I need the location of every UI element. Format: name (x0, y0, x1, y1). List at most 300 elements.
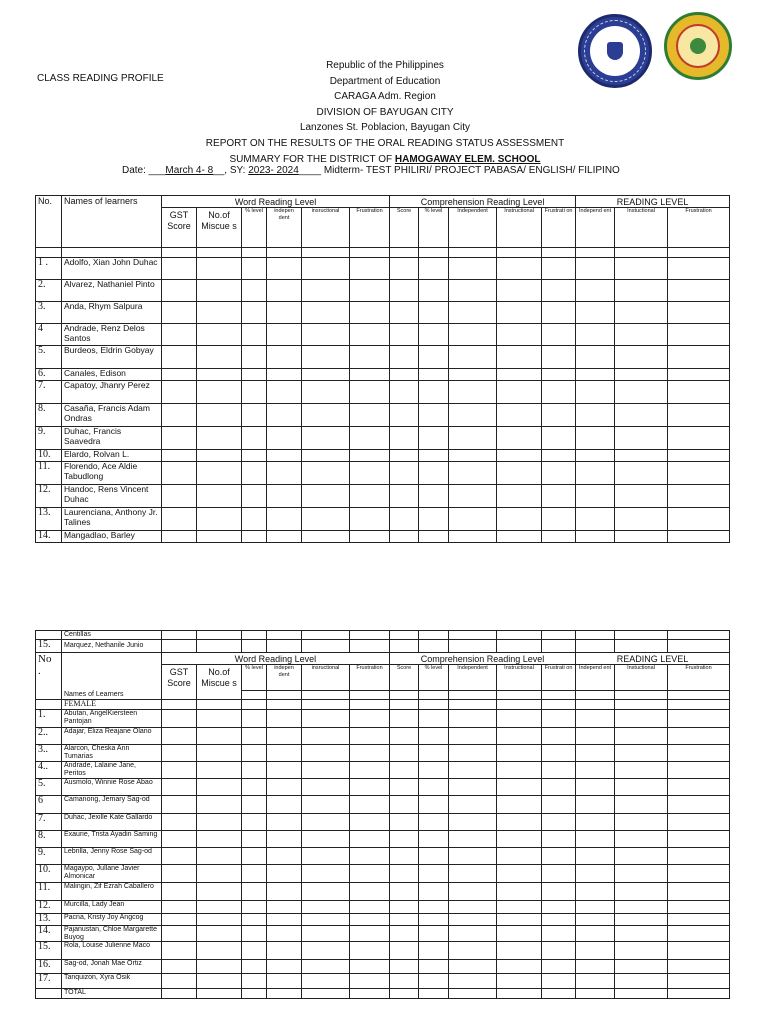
score-cell[interactable] (242, 926, 267, 942)
score-cell[interactable] (449, 710, 497, 728)
score-cell[interactable] (419, 914, 449, 926)
score-cell[interactable] (197, 831, 242, 848)
score-cell[interactable] (542, 901, 576, 914)
score-cell[interactable] (197, 280, 242, 302)
score-cell[interactable] (162, 728, 197, 745)
score-cell[interactable] (390, 462, 419, 485)
score-cell[interactable] (497, 814, 542, 831)
score-cell[interactable] (576, 531, 615, 543)
score-cell[interactable] (542, 728, 576, 745)
score-cell[interactable] (576, 745, 615, 762)
score-cell[interactable] (668, 346, 730, 369)
score-cell[interactable] (449, 280, 497, 302)
score-cell[interactable] (302, 762, 350, 779)
score-cell[interactable] (615, 901, 668, 914)
score-cell[interactable] (197, 302, 242, 324)
score-cell[interactable] (197, 901, 242, 914)
score-cell[interactable] (542, 302, 576, 324)
score-cell[interactable] (350, 745, 390, 762)
score-cell[interactable] (668, 381, 730, 404)
score-cell[interactable] (542, 258, 576, 280)
score-cell[interactable] (576, 280, 615, 302)
score-cell[interactable] (197, 926, 242, 942)
score-cell[interactable] (668, 531, 730, 543)
score-cell[interactable] (267, 848, 302, 865)
score-cell[interactable] (668, 942, 730, 960)
score-cell[interactable] (242, 485, 267, 508)
score-cell[interactable] (576, 427, 615, 450)
score-cell[interactable] (449, 485, 497, 508)
score-cell[interactable] (197, 848, 242, 865)
score-cell[interactable] (162, 914, 197, 926)
score-cell[interactable] (267, 901, 302, 914)
score-cell[interactable] (197, 710, 242, 728)
score-cell[interactable] (197, 324, 242, 346)
score-cell[interactable] (162, 381, 197, 404)
score-cell[interactable] (497, 324, 542, 346)
score-cell[interactable] (350, 280, 390, 302)
score-cell[interactable] (390, 865, 419, 883)
score-cell[interactable] (668, 865, 730, 883)
score-cell[interactable] (197, 960, 242, 974)
score-cell[interactable] (162, 779, 197, 796)
score-cell[interactable] (615, 280, 668, 302)
score-cell[interactable] (242, 762, 267, 779)
score-cell[interactable] (302, 258, 350, 280)
score-cell[interactable] (615, 369, 668, 381)
score-cell[interactable] (497, 779, 542, 796)
score-cell[interactable] (542, 914, 576, 926)
score-cell[interactable] (350, 728, 390, 745)
score-cell[interactable] (197, 883, 242, 901)
score-cell[interactable] (497, 728, 542, 745)
score-cell[interactable] (419, 710, 449, 728)
score-cell[interactable] (576, 814, 615, 831)
score-cell[interactable] (497, 508, 542, 531)
score-cell[interactable] (267, 926, 302, 942)
score-cell[interactable] (162, 865, 197, 883)
score-cell[interactable] (197, 258, 242, 280)
score-cell[interactable] (542, 814, 576, 831)
score-cell[interactable] (197, 427, 242, 450)
score-cell[interactable] (542, 485, 576, 508)
score-cell[interactable] (542, 926, 576, 942)
score-cell[interactable] (302, 831, 350, 848)
score-cell[interactable] (576, 369, 615, 381)
score-cell[interactable] (542, 942, 576, 960)
score-cell[interactable] (267, 302, 302, 324)
score-cell[interactable] (449, 796, 497, 814)
score-cell[interactable] (542, 531, 576, 543)
score-cell[interactable] (197, 796, 242, 814)
score-cell[interactable] (267, 831, 302, 848)
score-cell[interactable] (350, 450, 390, 462)
score-cell[interactable] (197, 745, 242, 762)
score-cell[interactable] (350, 814, 390, 831)
score-cell[interactable] (668, 427, 730, 450)
score-cell[interactable] (542, 369, 576, 381)
score-cell[interactable] (242, 745, 267, 762)
score-cell[interactable] (576, 914, 615, 926)
score-cell[interactable] (419, 960, 449, 974)
score-cell[interactable] (542, 779, 576, 796)
score-cell[interactable] (419, 450, 449, 462)
score-cell[interactable] (302, 926, 350, 942)
score-cell[interactable] (497, 974, 542, 989)
score-cell[interactable] (390, 960, 419, 974)
score-cell[interactable] (615, 324, 668, 346)
score-cell[interactable] (449, 762, 497, 779)
score-cell[interactable] (302, 404, 350, 427)
score-cell[interactable] (615, 960, 668, 974)
score-cell[interactable] (615, 258, 668, 280)
score-cell[interactable] (267, 974, 302, 989)
score-cell[interactable] (302, 942, 350, 960)
score-cell[interactable] (576, 324, 615, 346)
score-cell[interactable] (419, 381, 449, 404)
score-cell[interactable] (390, 381, 419, 404)
score-cell[interactable] (267, 324, 302, 346)
score-cell[interactable] (449, 926, 497, 942)
score-cell[interactable] (668, 926, 730, 942)
score-cell[interactable] (668, 745, 730, 762)
score-cell[interactable] (419, 814, 449, 831)
score-cell[interactable] (449, 324, 497, 346)
score-cell[interactable] (162, 926, 197, 942)
score-cell[interactable] (267, 404, 302, 427)
score-cell[interactable] (267, 883, 302, 901)
score-cell[interactable] (668, 960, 730, 974)
score-cell[interactable] (350, 531, 390, 543)
score-cell[interactable] (390, 901, 419, 914)
score-cell[interactable] (615, 728, 668, 745)
score-cell[interactable] (449, 369, 497, 381)
score-cell[interactable] (302, 883, 350, 901)
score-cell[interactable] (419, 728, 449, 745)
score-cell[interactable] (390, 369, 419, 381)
score-cell[interactable] (615, 779, 668, 796)
score-cell[interactable] (576, 302, 615, 324)
score-cell[interactable] (162, 831, 197, 848)
score-cell[interactable] (419, 258, 449, 280)
score-cell[interactable] (615, 745, 668, 762)
score-cell[interactable] (242, 369, 267, 381)
score-cell[interactable] (576, 404, 615, 427)
score-cell[interactable] (449, 728, 497, 745)
score-cell[interactable] (449, 901, 497, 914)
score-cell[interactable] (668, 462, 730, 485)
score-cell[interactable] (350, 485, 390, 508)
score-cell[interactable] (350, 346, 390, 369)
score-cell[interactable] (615, 531, 668, 543)
score-cell[interactable] (162, 531, 197, 543)
score-cell[interactable] (497, 865, 542, 883)
score-cell[interactable] (242, 848, 267, 865)
score-cell[interactable] (302, 901, 350, 914)
score-cell[interactable] (615, 914, 668, 926)
score-cell[interactable] (302, 796, 350, 814)
score-cell[interactable] (350, 901, 390, 914)
score-cell[interactable] (542, 796, 576, 814)
score-cell[interactable] (615, 346, 668, 369)
score-cell[interactable] (350, 462, 390, 485)
score-cell[interactable] (497, 258, 542, 280)
score-cell[interactable] (390, 728, 419, 745)
score-cell[interactable] (197, 381, 242, 404)
score-cell[interactable] (576, 831, 615, 848)
score-cell[interactable] (668, 974, 730, 989)
score-cell[interactable] (162, 960, 197, 974)
score-cell[interactable] (390, 258, 419, 280)
score-cell[interactable] (242, 883, 267, 901)
score-cell[interactable] (542, 883, 576, 901)
score-cell[interactable] (267, 450, 302, 462)
score-cell[interactable] (390, 762, 419, 779)
score-cell[interactable] (576, 779, 615, 796)
score-cell[interactable] (242, 914, 267, 926)
score-cell[interactable] (668, 883, 730, 901)
score-cell[interactable] (542, 831, 576, 848)
score-cell[interactable] (615, 942, 668, 960)
score-cell[interactable] (242, 710, 267, 728)
score-cell[interactable] (497, 914, 542, 926)
score-cell[interactable] (542, 462, 576, 485)
score-cell[interactable] (668, 728, 730, 745)
score-cell[interactable] (350, 914, 390, 926)
score-cell[interactable] (576, 865, 615, 883)
score-cell[interactable] (449, 974, 497, 989)
score-cell[interactable] (162, 762, 197, 779)
score-cell[interactable] (162, 508, 197, 531)
score-cell[interactable] (449, 508, 497, 531)
score-cell[interactable] (615, 710, 668, 728)
score-cell[interactable] (668, 485, 730, 508)
score-cell[interactable] (390, 710, 419, 728)
score-cell[interactable] (497, 369, 542, 381)
score-cell[interactable] (419, 302, 449, 324)
score-cell[interactable] (497, 427, 542, 450)
score-cell[interactable] (302, 914, 350, 926)
score-cell[interactable] (197, 779, 242, 796)
score-cell[interactable] (668, 831, 730, 848)
score-cell[interactable] (390, 450, 419, 462)
score-cell[interactable] (668, 710, 730, 728)
score-cell[interactable] (449, 883, 497, 901)
score-cell[interactable] (302, 302, 350, 324)
score-cell[interactable] (497, 901, 542, 914)
score-cell[interactable] (419, 346, 449, 369)
score-cell[interactable] (390, 831, 419, 848)
score-cell[interactable] (162, 814, 197, 831)
score-cell[interactable] (162, 324, 197, 346)
score-cell[interactable] (615, 485, 668, 508)
score-cell[interactable] (350, 369, 390, 381)
score-cell[interactable] (390, 779, 419, 796)
score-cell[interactable] (390, 324, 419, 346)
score-cell[interactable] (350, 848, 390, 865)
score-cell[interactable] (668, 796, 730, 814)
score-cell[interactable] (542, 508, 576, 531)
score-cell[interactable] (449, 914, 497, 926)
score-cell[interactable] (267, 942, 302, 960)
score-cell[interactable] (390, 531, 419, 543)
score-cell[interactable] (419, 427, 449, 450)
score-cell[interactable] (242, 814, 267, 831)
score-cell[interactable] (302, 346, 350, 369)
score-cell[interactable] (390, 914, 419, 926)
score-cell[interactable] (197, 462, 242, 485)
score-cell[interactable] (197, 914, 242, 926)
score-cell[interactable] (615, 302, 668, 324)
score-cell[interactable] (615, 926, 668, 942)
score-cell[interactable] (542, 427, 576, 450)
score-cell[interactable] (302, 381, 350, 404)
score-cell[interactable] (576, 762, 615, 779)
score-cell[interactable] (615, 974, 668, 989)
score-cell[interactable] (242, 324, 267, 346)
score-cell[interactable] (267, 796, 302, 814)
score-cell[interactable] (302, 814, 350, 831)
score-cell[interactable] (419, 369, 449, 381)
score-cell[interactable] (302, 728, 350, 745)
score-cell[interactable] (542, 762, 576, 779)
score-cell[interactable] (668, 450, 730, 462)
score-cell[interactable] (197, 942, 242, 960)
score-cell[interactable] (302, 485, 350, 508)
score-cell[interactable] (497, 831, 542, 848)
score-cell[interactable] (419, 462, 449, 485)
score-cell[interactable] (302, 865, 350, 883)
score-cell[interactable] (197, 346, 242, 369)
score-cell[interactable] (497, 404, 542, 427)
score-cell[interactable] (668, 302, 730, 324)
score-cell[interactable] (390, 280, 419, 302)
score-cell[interactable] (615, 508, 668, 531)
score-cell[interactable] (542, 960, 576, 974)
score-cell[interactable] (497, 883, 542, 901)
score-cell[interactable] (197, 404, 242, 427)
score-cell[interactable] (197, 865, 242, 883)
score-cell[interactable] (302, 324, 350, 346)
score-cell[interactable] (615, 865, 668, 883)
score-cell[interactable] (419, 942, 449, 960)
score-cell[interactable] (267, 485, 302, 508)
score-cell[interactable] (267, 258, 302, 280)
score-cell[interactable] (350, 302, 390, 324)
score-cell[interactable] (242, 346, 267, 369)
score-cell[interactable] (350, 258, 390, 280)
score-cell[interactable] (242, 901, 267, 914)
score-cell[interactable] (242, 960, 267, 974)
score-cell[interactable] (449, 942, 497, 960)
score-cell[interactable] (449, 258, 497, 280)
score-cell[interactable] (615, 462, 668, 485)
score-cell[interactable] (302, 848, 350, 865)
score-cell[interactable] (390, 745, 419, 762)
score-cell[interactable] (162, 710, 197, 728)
score-cell[interactable] (497, 926, 542, 942)
score-cell[interactable] (449, 814, 497, 831)
score-cell[interactable] (242, 462, 267, 485)
score-cell[interactable] (390, 485, 419, 508)
score-cell[interactable] (242, 942, 267, 960)
score-cell[interactable] (197, 728, 242, 745)
score-cell[interactable] (497, 796, 542, 814)
score-cell[interactable] (242, 280, 267, 302)
score-cell[interactable] (162, 258, 197, 280)
score-cell[interactable] (162, 848, 197, 865)
score-cell[interactable] (302, 779, 350, 796)
score-cell[interactable] (576, 974, 615, 989)
score-cell[interactable] (615, 831, 668, 848)
score-cell[interactable] (302, 508, 350, 531)
score-cell[interactable] (576, 450, 615, 462)
score-cell[interactable] (542, 280, 576, 302)
score-cell[interactable] (302, 531, 350, 543)
score-cell[interactable] (542, 324, 576, 346)
score-cell[interactable] (615, 883, 668, 901)
score-cell[interactable] (419, 865, 449, 883)
score-cell[interactable] (576, 883, 615, 901)
score-cell[interactable] (576, 901, 615, 914)
score-cell[interactable] (390, 404, 419, 427)
score-cell[interactable] (497, 450, 542, 462)
score-cell[interactable] (615, 814, 668, 831)
score-cell[interactable] (419, 926, 449, 942)
score-cell[interactable] (350, 381, 390, 404)
score-cell[interactable] (267, 369, 302, 381)
score-cell[interactable] (419, 848, 449, 865)
score-cell[interactable] (242, 450, 267, 462)
score-cell[interactable] (419, 280, 449, 302)
score-cell[interactable] (242, 796, 267, 814)
score-cell[interactable] (576, 508, 615, 531)
score-cell[interactable] (615, 762, 668, 779)
score-cell[interactable] (302, 745, 350, 762)
score-cell[interactable] (350, 831, 390, 848)
score-cell[interactable] (576, 728, 615, 745)
score-cell[interactable] (162, 369, 197, 381)
score-cell[interactable] (668, 369, 730, 381)
score-cell[interactable] (497, 710, 542, 728)
score-cell[interactable] (449, 960, 497, 974)
score-cell[interactable] (668, 258, 730, 280)
score-cell[interactable] (419, 324, 449, 346)
score-cell[interactable] (267, 381, 302, 404)
score-cell[interactable] (390, 942, 419, 960)
score-cell[interactable] (242, 728, 267, 745)
score-cell[interactable] (162, 942, 197, 960)
score-cell[interactable] (497, 942, 542, 960)
score-cell[interactable] (615, 404, 668, 427)
score-cell[interactable] (390, 427, 419, 450)
score-cell[interactable] (419, 831, 449, 848)
score-cell[interactable] (267, 779, 302, 796)
score-cell[interactable] (267, 508, 302, 531)
score-cell[interactable] (267, 462, 302, 485)
score-cell[interactable] (197, 369, 242, 381)
score-cell[interactable] (267, 914, 302, 926)
score-cell[interactable] (162, 883, 197, 901)
score-cell[interactable] (242, 404, 267, 427)
score-cell[interactable] (668, 404, 730, 427)
score-cell[interactable] (668, 901, 730, 914)
score-cell[interactable] (302, 427, 350, 450)
score-cell[interactable] (615, 381, 668, 404)
score-cell[interactable] (497, 960, 542, 974)
score-cell[interactable] (242, 258, 267, 280)
score-cell[interactable] (267, 865, 302, 883)
